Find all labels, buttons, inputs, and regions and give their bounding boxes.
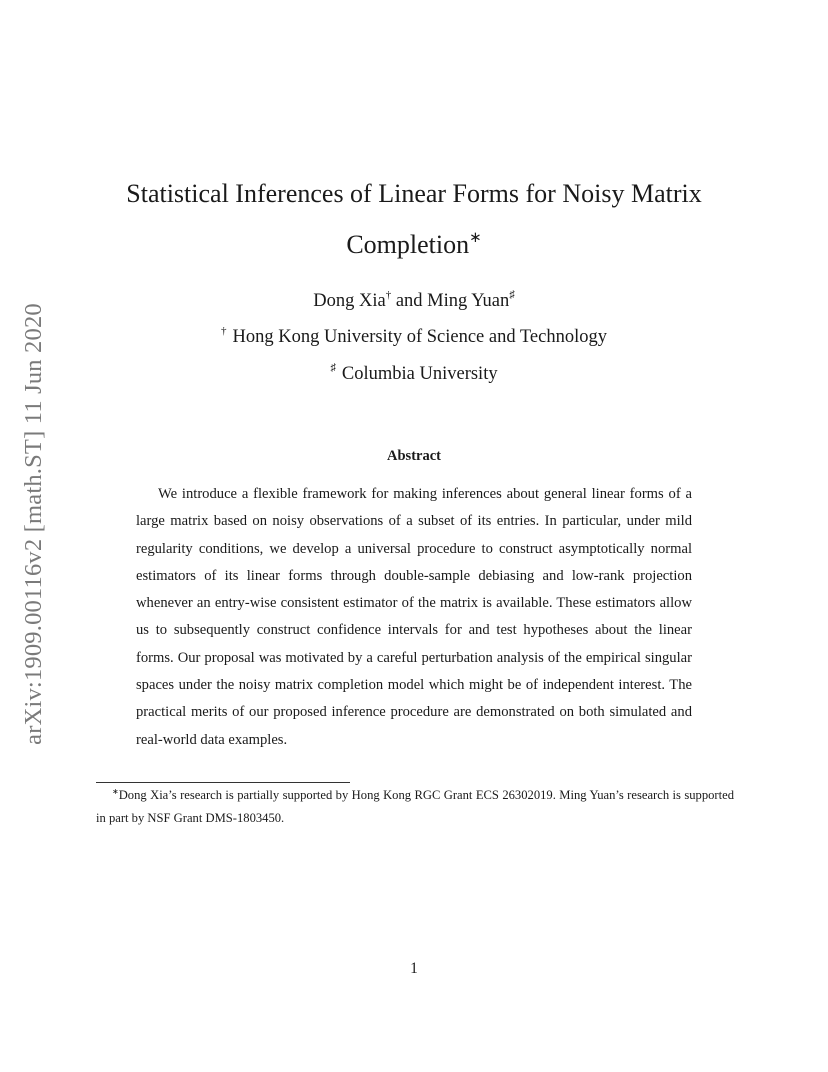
affiliation-mark: ♯ bbox=[330, 362, 336, 374]
abstract-text: We introduce a flexible framework for making inferences about general linear forms of a large matrix based on noisy observations of a subset of its entries. In particular, under mild regularity conditions, we develop a universal procedure to construct asymptotically normal estimators of its linear forms through double-sample debiasing and low-rank projection whenever an entry-wise consistent estimator of the matrix is available. These estimators allow us to subsequently construct confidence intervals for and test hypotheses about the linear forms. Our proposal was motivated by a careful perturbation analysis of the empirical singular spaces under the noisy matrix completion model which might be of independent interest. The practical merits of our proposed inference procedure are demonstrated on both simulated and real-world data examples. bbox=[136, 486, 692, 748]
page-number: 1 bbox=[410, 960, 418, 977]
author-line bbox=[96, 288, 732, 314]
abstract-heading: Abstract bbox=[387, 448, 441, 464]
arxiv-identifier: arXiv:1909.00116v2 [math.ST] 11 Jun 2020 bbox=[20, 303, 48, 745]
paper-title-text: Statistical Inferences of Linear Forms for Noisy Matrix Completion bbox=[126, 179, 702, 259]
footnote-divider bbox=[96, 782, 350, 783]
footnote bbox=[96, 784, 734, 830]
paper-title bbox=[96, 168, 732, 270]
arxiv-side-stamp bbox=[8, 274, 60, 774]
affiliation-name: Hong Kong University of Science and Technology bbox=[232, 327, 607, 347]
title-footnote-mark: ∗ bbox=[469, 230, 482, 246]
affiliation bbox=[96, 361, 732, 387]
author-name: Ming Yuan bbox=[427, 291, 510, 311]
author-name: Dong Xia bbox=[313, 291, 386, 311]
affiliation-mark: † bbox=[221, 325, 227, 337]
footnote-mark: ∗ bbox=[112, 787, 119, 796]
affiliation bbox=[96, 324, 732, 350]
author-mark: † bbox=[385, 289, 392, 301]
author-mark: ♯ bbox=[509, 289, 515, 301]
author-joiner: and bbox=[395, 291, 423, 311]
footnote-text: Dong Xia’s research is partially supported by Hong Kong RGC Grant ECS 26302019. Ming Yuan’s research is supported in part by NSF Grant DMS-1803450. bbox=[96, 788, 734, 825]
affiliation-name: Columbia University bbox=[341, 364, 498, 384]
